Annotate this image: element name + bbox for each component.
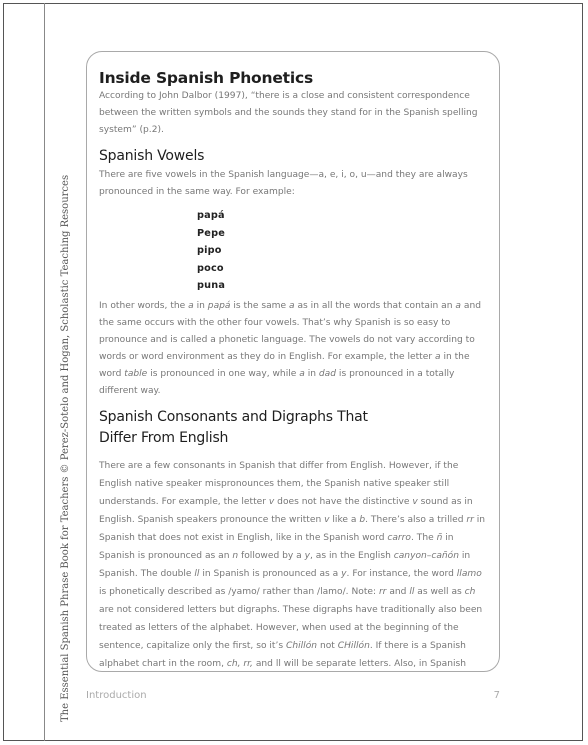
- consonants-paragraph: There are a few consonants in Spanish that differ from English. However, if the English native speaker mispronounces them, the Spanish native speaker still understands. For example, the letter v does not have the distinctive v sound as in English. Spanish speakers pronounce the written v like a b. There’s also a trilled rr in Spanish that does not exist in English, like in the Spanish word carro. The ñ in Spanish is pronounced as an n followed by a y, as in the English canyon–cañón in Spanish. The double ll in Spanish is pronounced as a y. For instance, the word llamo is phonetically described as /yamo/ rather than /lamo/. Note: rr and ll as well as ch are not considered letters but digraphs. These digraphs have traditionally also been treated as letters of the alphabet. However, when used at the beginning of the sentence, capitalize only the first, so it’s Chillón not CHillón. If there is a Spanish alphabet chart in the room, ch, rr, and ll will be separate letters. Also, in Spanish: [99, 460, 486, 669]
- section-title-phonetics: Inside Spanish Phonetics: [99, 69, 313, 87]
- vowel-example: pipo: [197, 245, 222, 256]
- vowel-example: papá: [197, 210, 225, 221]
- section-title-vowels: Spanish Vowels: [99, 148, 205, 164]
- section-title-consonants: Spanish Consonants and Digraphs That Differ From English: [99, 408, 368, 446]
- footer-page-number: 7: [493, 690, 500, 701]
- content-box: [86, 51, 500, 672]
- vowel-examples: [197, 207, 487, 295]
- vowels-paragraph: In other words, the a in papá is the same a as in all the words that contain an a and the same occurs with the other four vowels. That’s why Spanish is so easy to pronounce and is called a phonetic language. The vowels do not vary according to words or word environment as they do in English. For example, the letter a in the word table is pronounced in one way, while a in dad is pronounced in a totally different way.: [99, 300, 481, 396]
- vowels-intro: There are five vowels in the Spanish language—a, e, i, o, u—and they are always pronounced in the same way. For example:: [99, 170, 468, 197]
- phonetics-paragraph: According to John Dalbor (1997), “there is a close and consistent correspondence between the written symbols and the sounds they stand for in the Spanish spelling system” (p.2).: [99, 91, 478, 135]
- vowel-example: puna: [197, 280, 226, 291]
- spine-credit: The Essential Spanish Phrase Book for Teachers © Perez-Sotelo and Hogan, Scholastic Teaching Resources: [60, 174, 71, 722]
- vowel-example: Pepe: [197, 227, 225, 239]
- gutter-line: [44, 3, 45, 741]
- footer-section-name: Introduction: [86, 690, 147, 701]
- vowel-example: poco: [197, 262, 224, 274]
